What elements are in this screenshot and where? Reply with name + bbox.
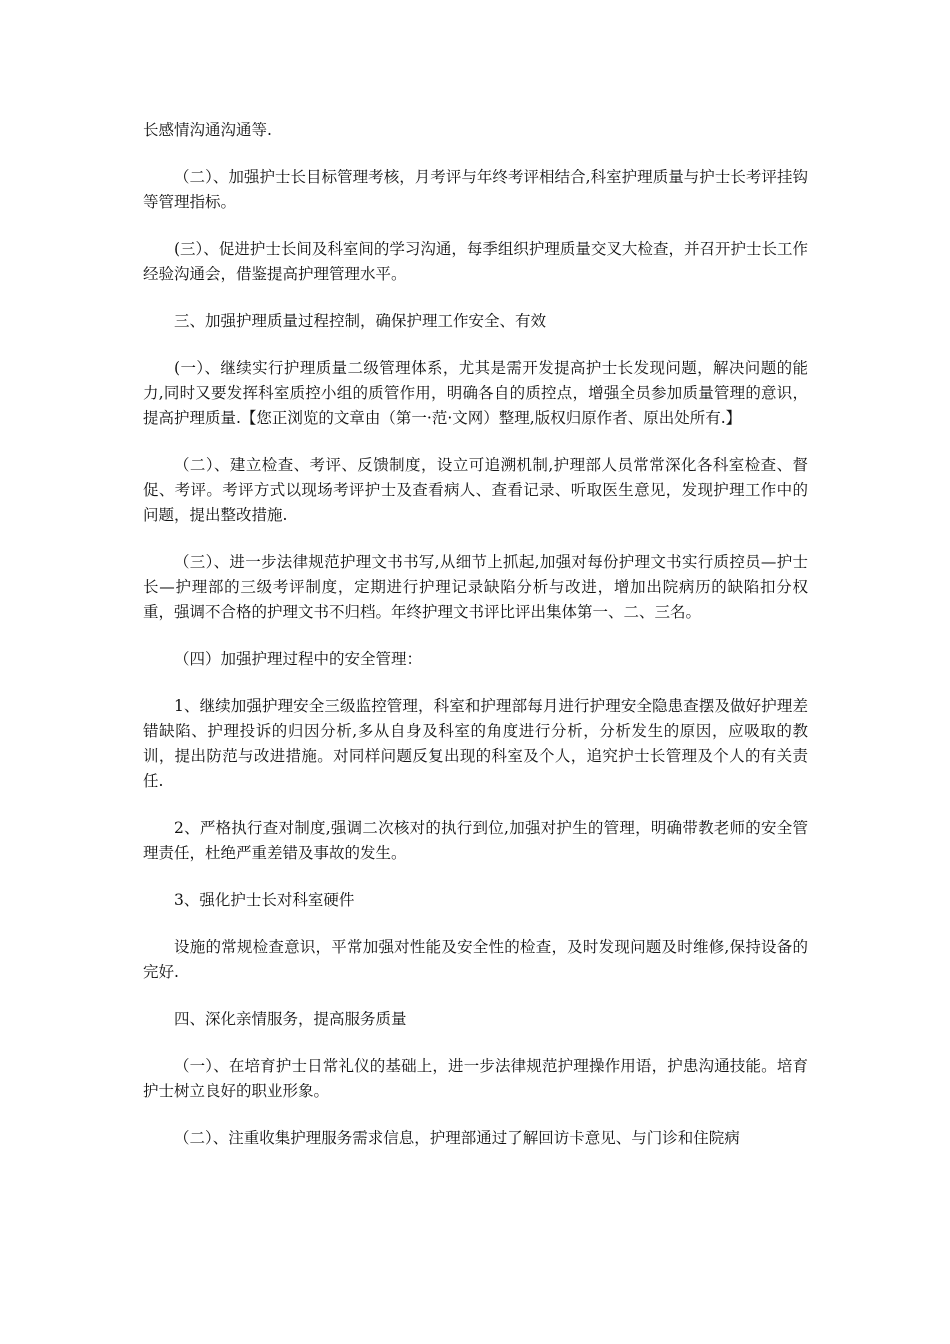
paragraph-continuation: 长感情沟通沟通等. [143,121,272,139]
paragraph-2-2: （二）、加强护士长目标管理考核，月考评与年终考评相结合,科室护理质量与护士长考评挂钩等管理指标。 [143,168,808,211]
paragraph-3-3: （三）、进一步法律规范护理文书书写,从细节上抓起,加强对每份护理文书实行质控员—护士长—护理部的三级考评制度，定期进行护理记录缺陷分析与改进，增加出院病历的缺陷扣分权重，强调不合格的护理文书不归档。年终护理文书评比评出集体第一、二、三名。 [143,553,808,621]
list-item-3: 3、强化护士长对科室硬件 [174,891,355,909]
list-item-2: 2、严格执行查对制度,强调二次核对的执行到位,加强对护生的管理，明确带教老师的安全管理责任，杜绝严重差错及事故的发生。 [143,819,808,862]
section-heading-4: 四、深化亲情服务，提高服务质量 [174,1010,407,1028]
document-body [143,118,808,1173]
paragraph-2-3: (三）、促进护士长间及科室间的学习沟通，每季组织护理质量交叉大检查，并召开护士长工作经验沟通会，借鉴提高护理管理水平。 [143,240,808,283]
paragraph-3-4: （四）加强护理过程中的安全管理： [174,650,423,668]
paragraph-4-1: （一）、在培育护士日常礼仪的基础上，进一步法律规范护理操作用语，护患沟通技能。培育护士树立良好的职业形象。 [143,1057,808,1100]
paragraph-3-1: (一）、继续实行护理质量二级管理体系，尤其是需开发提高护士长发现问题，解决问题的能力,同时又要发挥科室质控小组的质管作用，明确各自的质控点，增强全员参加质量管理的意识，提高护理质量.【您正浏览的文章由（第一·范·文网）整理,版权归原作者、原出处所有.】 [143,359,808,427]
section-heading-3: 三、加强护理质量过程控制，确保护理工作安全、有效 [174,312,547,330]
paragraph-3-2: （二）、建立检查、考评、反馈制度，设立可追溯机制,护理部人员常常深化各科室检查、督促、考评。考评方式以现场考评护士及查看病人、查看记录、听取医生意见，发现护理工作中的问题，提出整改措施. [143,456,808,524]
list-item-1: 1、继续加强护理安全三级监控管理，科室和护理部每月进行护理安全隐患查摆及做好护理差错缺陷、护理投诉的归因分析,多从自身及科室的角度进行分析，分析发生的原因，应吸取的教训，提出防范与改进措施。对同样问题反复出现的科室及个人，追究护士长管理及个人的有关责任. [143,697,808,790]
list-item-3-continuation: 设施的常规检查意识，平常加强对性能及安全性的检查，及时发现问题及时维修,保持设备的完好. [143,938,808,981]
paragraph-4-2: （二）、注重收集护理服务需求信息，护理部通过了解回访卡意见、与门诊和住院病 [174,1129,740,1147]
